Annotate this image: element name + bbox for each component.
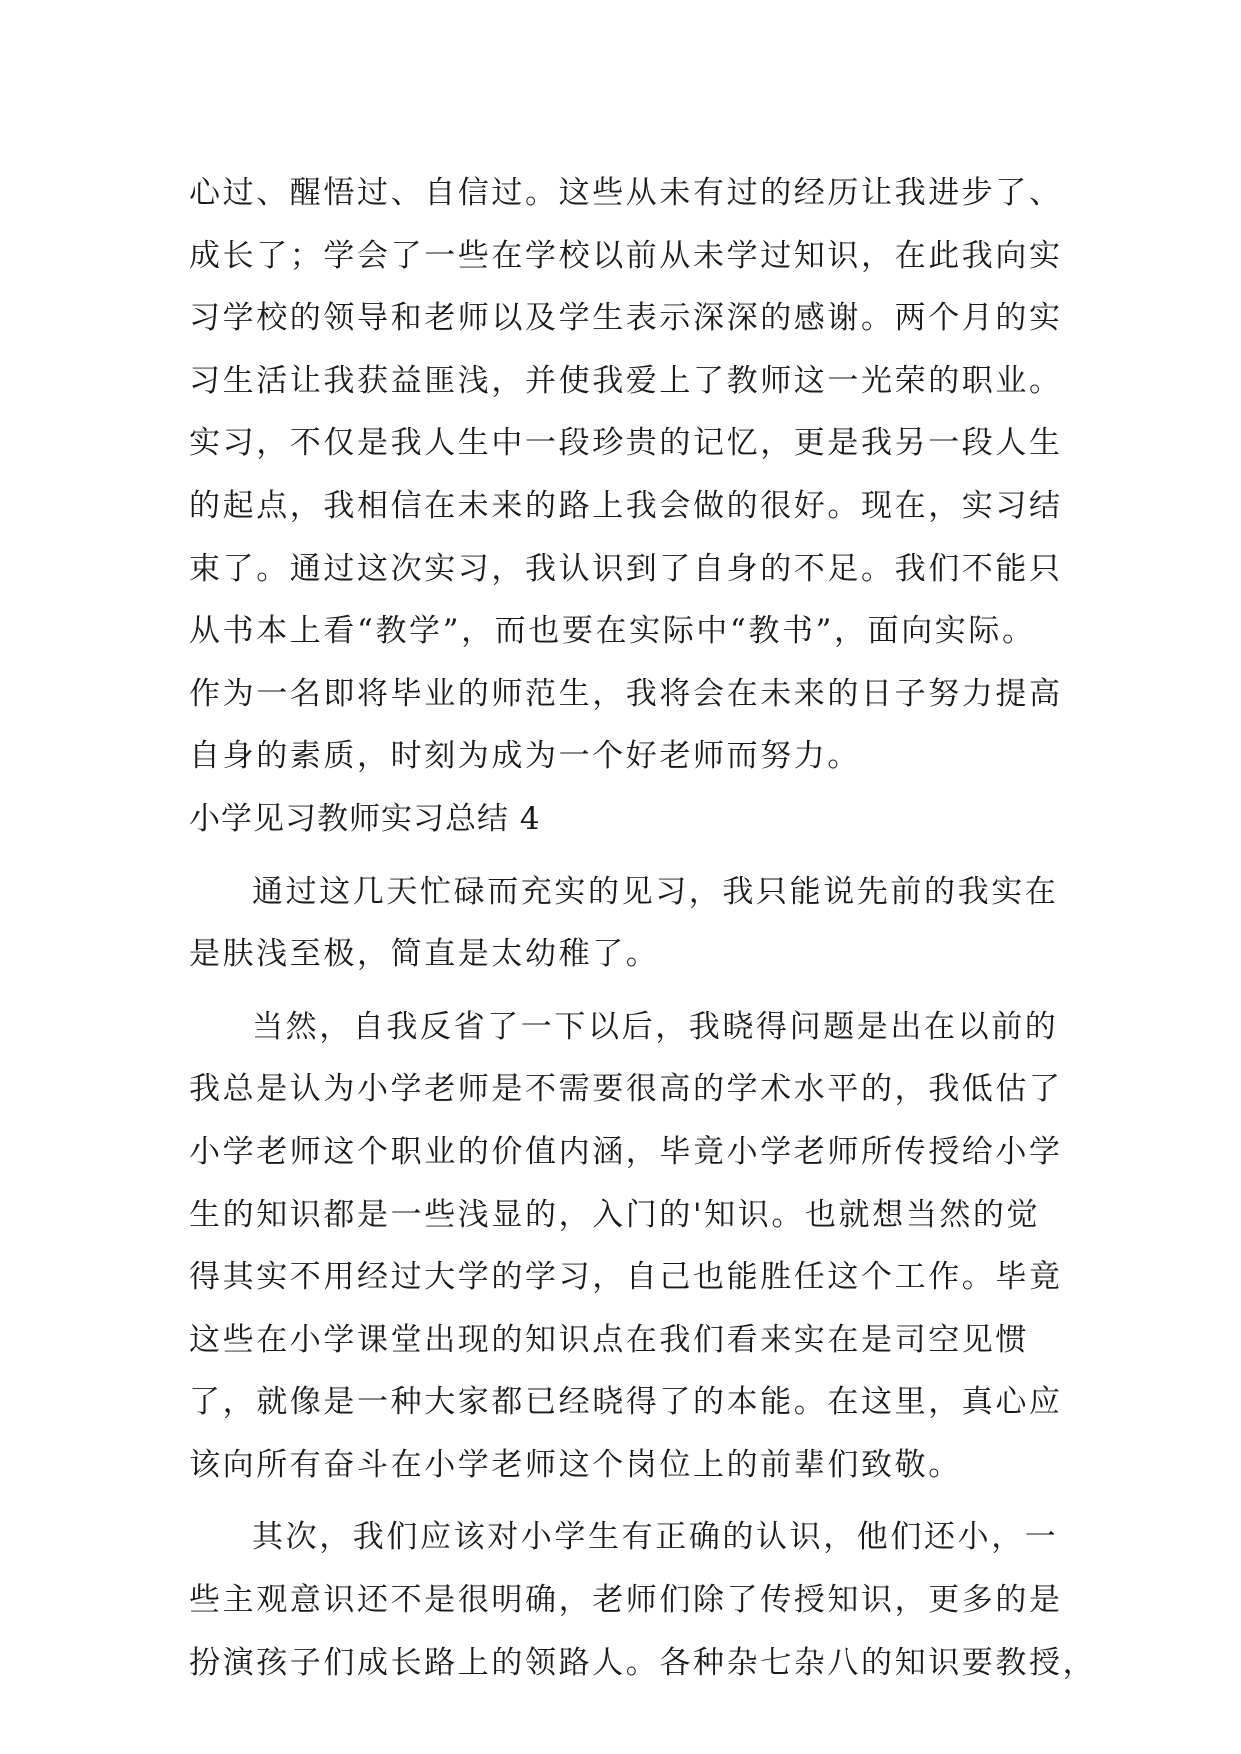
text-line: 通过这几天忙碌而充实的见习，我只能说先前的我实在 [252, 873, 1059, 910]
text-line: 是肤浅至极，简直是太幼稚了。 [189, 936, 660, 973]
text-line: 作为一名即将毕业的师范生，我将会在未来的日子努力提高 [189, 675, 1063, 712]
section-heading: 小学见习教师实习总结 4 [189, 800, 541, 837]
text-line: 束了。通过这次实习，我认识到了自身的不足。我们不能只 [189, 550, 1063, 587]
paragraph [189, 1506, 1097, 1694]
text-line: 生的知识都是一些浅显的，入门的'知识。也就想当然的觉 [189, 1196, 1041, 1233]
text-line: 成长了；学会了一些在学校以前从未学过知识，在此我向实 [189, 237, 1063, 274]
paragraph-continuation [189, 162, 1063, 788]
text-line: 些主观意识还不是很明确，老师们除了传授知识，更多的是 [189, 1582, 1063, 1619]
text-line: 当然，自我反省了一下以后，我晓得问题是出在以前的 [252, 1008, 1059, 1045]
document-body [189, 162, 1097, 1694]
paragraph [189, 861, 1059, 986]
text-line: 得其实不用经过大学的学习，自己也能胜任这个工作。毕竟 [189, 1259, 1063, 1296]
text-line: 习生活让我获益匪浅，并使我爱上了教师这一光荣的职业。 [189, 362, 1063, 399]
text-line: 了，就像是一种大家都已经晓得了的本能。在这里，真心应 [189, 1384, 1063, 1421]
text-line: 扮演孩子们成长路上的领路人。各种杂七杂八的知识要教授， [189, 1644, 1097, 1681]
text-line: 这些在小学课堂出现的知识点在我们看来实在是司空见惯 [189, 1321, 1029, 1358]
text-line: 自身的素质，时刻为成为一个好老师而努力。 [189, 738, 861, 775]
text-line: 的起点，我相信在未来的路上我会做的很好。现在，实习结 [189, 487, 1063, 524]
text-line: 习学校的领导和老师以及学生表示深深的感谢。两个月的实 [189, 300, 1063, 337]
text-line: 从书本上看“教学”，而也要在实际中“教书”，面向实际。 [189, 613, 1036, 650]
text-line: 心过、醒悟过、自信过。这些从未有过的经历让我进步了、 [189, 175, 1063, 211]
text-line: 小学老师这个职业的价值内涵，毕竟小学老师所传授给小学 [189, 1133, 1063, 1170]
paragraph [189, 996, 1063, 1497]
text-line: 其次，我们应该对小学生有正确的认识，他们还小，一 [252, 1519, 1059, 1556]
text-line: 该向所有奋斗在小学老师这个岗位上的前辈们致敬。 [189, 1446, 962, 1483]
text-line: 我总是认为小学老师是不需要很高的学术水平的，我低估了 [189, 1071, 1063, 1108]
text-line: 实习，不仅是我人生中一段珍贵的记忆，更是我另一段人生 [189, 425, 1063, 462]
